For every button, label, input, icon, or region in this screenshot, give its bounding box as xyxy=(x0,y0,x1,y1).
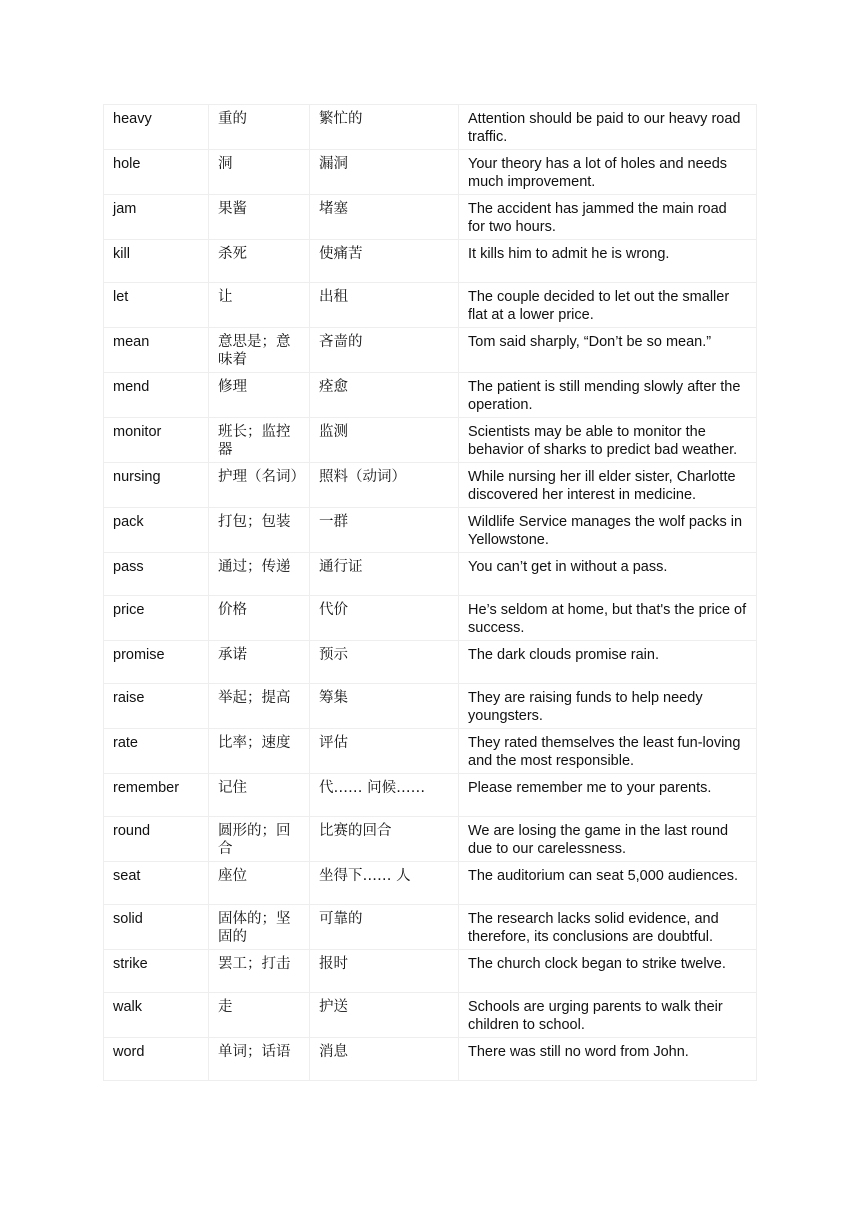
meaning-secondary-cell: 痊愈 xyxy=(310,373,459,418)
meaning-primary-cell: 圆形的；回合 xyxy=(209,817,310,862)
table-row xyxy=(104,553,757,596)
meaning-secondary-cell: 出租 xyxy=(310,283,459,328)
table-row xyxy=(104,1038,757,1081)
word-cell: kill xyxy=(104,240,209,283)
meaning-primary-cell: 护理（名词） xyxy=(209,463,310,508)
example-sentence-cell: The accident has jammed the main road for two hours. xyxy=(459,195,757,240)
vocabulary-table xyxy=(103,104,757,1081)
meaning-primary-cell: 重的 xyxy=(209,105,310,150)
example-sentence-cell: While nursing her ill elder sister, Charlotte discovered her interest in medicine. xyxy=(459,463,757,508)
meaning-primary-cell: 记住 xyxy=(209,774,310,817)
meaning-secondary-cell: 照料（动词） xyxy=(310,463,459,508)
meaning-secondary-cell: 监测 xyxy=(310,418,459,463)
meaning-secondary-cell: 代…… 问候…… xyxy=(310,774,459,817)
word-cell: pack xyxy=(104,508,209,553)
example-sentence-cell: They are raising funds to help needy youngsters. xyxy=(459,684,757,729)
table-row xyxy=(104,641,757,684)
meaning-primary-cell: 修理 xyxy=(209,373,310,418)
example-sentence-cell: Wildlife Service manages the wolf packs in Yellowstone. xyxy=(459,508,757,553)
meaning-secondary-cell: 代价 xyxy=(310,596,459,641)
word-cell: rate xyxy=(104,729,209,774)
example-sentence-cell: Your theory has a lot of holes and needs much improvement. xyxy=(459,150,757,195)
meaning-secondary-cell: 堵塞 xyxy=(310,195,459,240)
word-cell: mean xyxy=(104,328,209,373)
meaning-secondary-cell: 预示 xyxy=(310,641,459,684)
meaning-secondary-cell: 评估 xyxy=(310,729,459,774)
meaning-primary-cell: 价格 xyxy=(209,596,310,641)
meaning-primary-cell: 单词；话语 xyxy=(209,1038,310,1081)
meaning-secondary-cell: 使痛苦 xyxy=(310,240,459,283)
table-row xyxy=(104,328,757,373)
meaning-primary-cell: 罢工；打击 xyxy=(209,950,310,993)
table-row xyxy=(104,508,757,553)
meaning-secondary-cell: 报时 xyxy=(310,950,459,993)
meaning-secondary-cell: 消息 xyxy=(310,1038,459,1081)
word-cell: heavy xyxy=(104,105,209,150)
word-cell: nursing xyxy=(104,463,209,508)
meaning-primary-cell: 走 xyxy=(209,993,310,1038)
table-row xyxy=(104,373,757,418)
example-sentence-cell: Tom said sharply, “Don’t be so mean.” xyxy=(459,328,757,373)
word-cell: seat xyxy=(104,862,209,905)
word-cell: strike xyxy=(104,950,209,993)
example-sentence-cell: The church clock began to strike twelve. xyxy=(459,950,757,993)
meaning-primary-cell: 打包；包装 xyxy=(209,508,310,553)
table-row xyxy=(104,905,757,950)
word-cell: remember xyxy=(104,774,209,817)
meaning-primary-cell: 班长；监控器 xyxy=(209,418,310,463)
example-sentence-cell: The couple decided to let out the smaller flat at a lower price. xyxy=(459,283,757,328)
table-row xyxy=(104,774,757,817)
word-cell: walk xyxy=(104,993,209,1038)
word-cell: hole xyxy=(104,150,209,195)
meaning-primary-cell: 意思是；意味着 xyxy=(209,328,310,373)
table-row xyxy=(104,684,757,729)
table-row xyxy=(104,240,757,283)
meaning-secondary-cell: 坐得下…… 人 xyxy=(310,862,459,905)
meaning-secondary-cell: 繁忙的 xyxy=(310,105,459,150)
meaning-secondary-cell: 吝啬的 xyxy=(310,328,459,373)
meaning-secondary-cell: 一群 xyxy=(310,508,459,553)
table-row xyxy=(104,463,757,508)
table-row xyxy=(104,596,757,641)
meaning-primary-cell: 通过；传递 xyxy=(209,553,310,596)
example-sentence-cell: You can’t get in without a pass. xyxy=(459,553,757,596)
table-row xyxy=(104,950,757,993)
meaning-secondary-cell: 可靠的 xyxy=(310,905,459,950)
word-cell: monitor xyxy=(104,418,209,463)
word-cell: raise xyxy=(104,684,209,729)
word-cell: word xyxy=(104,1038,209,1081)
meaning-primary-cell: 承诺 xyxy=(209,641,310,684)
example-sentence-cell: There was still no word from John. xyxy=(459,1038,757,1081)
example-sentence-cell: It kills him to admit he is wrong. xyxy=(459,240,757,283)
example-sentence-cell: The dark clouds promise rain. xyxy=(459,641,757,684)
table-row xyxy=(104,105,757,150)
table-row xyxy=(104,993,757,1038)
table-row xyxy=(104,729,757,774)
example-sentence-cell: Attention should be paid to our heavy road traffic. xyxy=(459,105,757,150)
vocabulary-table-body xyxy=(104,105,757,1081)
word-cell: promise xyxy=(104,641,209,684)
word-cell: let xyxy=(104,283,209,328)
meaning-primary-cell: 座位 xyxy=(209,862,310,905)
meaning-secondary-cell: 比赛的回合 xyxy=(310,817,459,862)
meaning-primary-cell: 洞 xyxy=(209,150,310,195)
word-cell: mend xyxy=(104,373,209,418)
example-sentence-cell: He’s seldom at home, but that's the price of success. xyxy=(459,596,757,641)
word-cell: pass xyxy=(104,553,209,596)
meaning-secondary-cell: 漏洞 xyxy=(310,150,459,195)
meaning-secondary-cell: 护送 xyxy=(310,993,459,1038)
example-sentence-cell: The auditorium can seat 5,000 audiences. xyxy=(459,862,757,905)
meaning-primary-cell: 杀死 xyxy=(209,240,310,283)
meaning-primary-cell: 比率；速度 xyxy=(209,729,310,774)
word-cell: solid xyxy=(104,905,209,950)
table-row xyxy=(104,817,757,862)
example-sentence-cell: Scientists may be able to monitor the behavior of sharks to predict bad weather. xyxy=(459,418,757,463)
example-sentence-cell: We are losing the game in the last round due to our carelessness. xyxy=(459,817,757,862)
example-sentence-cell: The research lacks solid evidence, and therefore, its conclusions are doubtful. xyxy=(459,905,757,950)
table-row xyxy=(104,283,757,328)
example-sentence-cell: Please remember me to your parents. xyxy=(459,774,757,817)
meaning-secondary-cell: 通行证 xyxy=(310,553,459,596)
example-sentence-cell: They rated themselves the least fun-loving and the most responsible. xyxy=(459,729,757,774)
table-row xyxy=(104,418,757,463)
meaning-primary-cell: 固体的；坚固的 xyxy=(209,905,310,950)
meaning-secondary-cell: 筹集 xyxy=(310,684,459,729)
meaning-primary-cell: 让 xyxy=(209,283,310,328)
meaning-primary-cell: 果酱 xyxy=(209,195,310,240)
word-cell: price xyxy=(104,596,209,641)
meaning-primary-cell: 举起；提高 xyxy=(209,684,310,729)
word-cell: jam xyxy=(104,195,209,240)
example-sentence-cell: Schools are urging parents to walk their children to school. xyxy=(459,993,757,1038)
table-row xyxy=(104,862,757,905)
table-row xyxy=(104,150,757,195)
word-cell: round xyxy=(104,817,209,862)
example-sentence-cell: The patient is still mending slowly after the operation. xyxy=(459,373,757,418)
table-row xyxy=(104,195,757,240)
